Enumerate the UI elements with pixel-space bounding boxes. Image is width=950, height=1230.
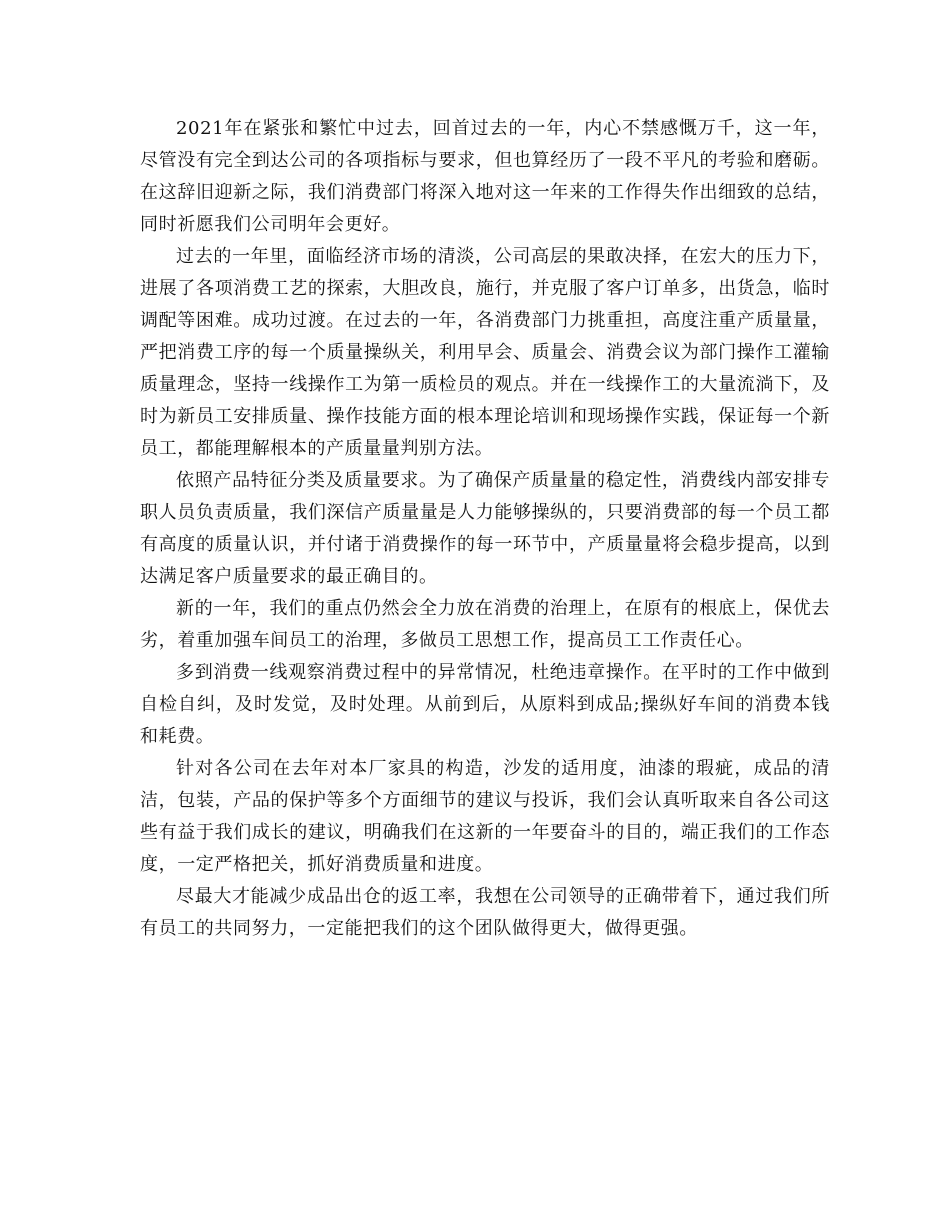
document-body <box>140 113 830 945</box>
paragraph: 2021年在紧张和繁忙中过去，回首过去的一年，内心不禁感慨万千，这一年，尽管没有完全到达公司的各项指标与要求，但也算经历了一段不平凡的考验和磨砺。在这辞旧迎新之际，我们消费部门将深入地对这一年来的工作得失作出细致的总结，同时祈愿我们公司明年会更好。 <box>140 118 830 235</box>
paragraph: 依照产品特征分类及质量要求。为了确保产质量量的稳定性，消费线内部安排专职人员负责质量，我们深信产质量量是人力能够操纵的，只要消费部的每一个员工都有高度的质量认识，并付诸于消费操作的每一环节中，产质量量将会稳步提高，以到达满足客户质量要求的最正确目的。 <box>140 470 830 587</box>
paragraph: 多到消费一线观察消费过程中的异常情况，杜绝违章操作。在平时的工作中做到自检自纠，及时发觉，及时处理。从前到后，从原料到成品;操纵好车间的消费本钱和耗费。 <box>140 662 830 747</box>
paragraph: 针对各公司在去年对本厂家具的构造，沙发的适用度，油漆的瑕疵，成品的清洁，包装，产品的保护等多个方面细节的建议与投诉，我们会认真听取来自各公司这些有益于我们成长的建议，明确我们在这新的一年要奋斗的目的，端正我们的工作态度，一定严格把关，抓好消费质量和进度。 <box>140 758 830 875</box>
paragraph: 新的一年，我们的重点仍然会全力放在消费的治理上，在原有的根底上，保优去劣，着重加强车间员工的治理，多做员工思想工作，提高员工工作责任心。 <box>140 598 830 651</box>
paragraph: 尽最大才能减少成品出仓的返工率，我想在公司领导的正确带着下，通过我们所有员工的共同努力，一定能把我们的这个团队做得更大，做得更强。 <box>140 886 830 939</box>
paragraph: 过去的一年里，面临经济市场的清淡，公司高层的果敢决择，在宏大的压力下，进展了各项消费工艺的探索，大胆改良，施行，并克服了客户订单多，出货急，临时调配等困难。成功过渡。在过去的一年，各消费部门力挑重担，高度注重产质量量，严把消费工序的每一个质量操纵关，利用早会、质量会、消费会议为部门操作工灌输质量理念，坚持一线操作工为第一质检员的观点。并在一线操作工的大量流淌下，及时为新员工安排质量、操作技能方面的根本理论培训和现场操作实践，保证每一个新员工，都能理解根本的产质量量判别方法。 <box>140 246 830 459</box>
